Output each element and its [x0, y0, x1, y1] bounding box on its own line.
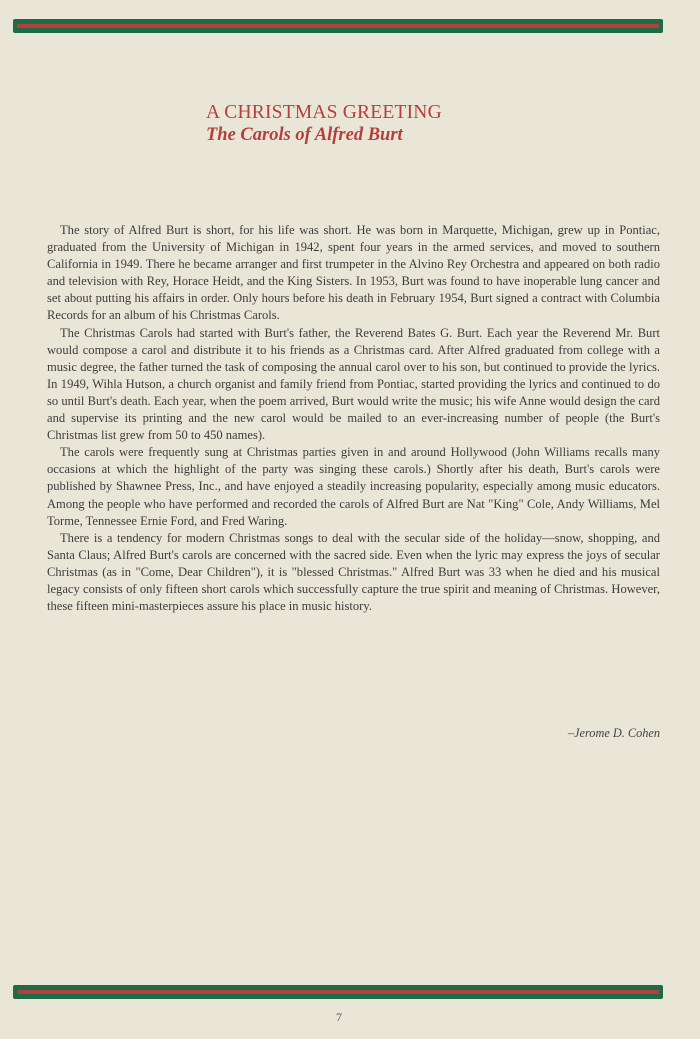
top-decorative-band [13, 19, 663, 33]
page-subtitle: The Carols of Alfred Burt [206, 125, 403, 145]
title-block [206, 101, 536, 147]
page-title: A CHRISTMAS GREETING [206, 102, 442, 123]
article-body [47, 222, 660, 615]
paragraph: The Christmas Carols had started with Burt's father, the Reverend Bates G. Burt. Each year the Reverend Mr. Burt would compose a carol and distribute it to his friends as a Christmas card. After Alfred graduated from college with a music degree, the father turned the task of composing the annual carol over to his son, but continued to provide the lyrics. In 1949, Wihla Hutson, a church organist and family friend from Pontiac, started providing the lyrics and continued to do so until Burt's death. Each year, when the poem arrived, Burt would write the music; his wife Anne would design the card and supervise its printing and the new carol would be mailed to an ever-increasing number of people (the Burt's Christmas list grew from 50 to 450 names). [47, 325, 660, 443]
page-number: 7 [336, 1010, 342, 1024]
author-signature: –Jerome D. Cohen [567, 726, 660, 740]
paragraph: There is a tendency for modern Christmas songs to deal with the secular side of the holiday—snow, shopping, and Santa Claus; Alfred Burt's carols are concerned with the sacred side. Even when the lyric may express the joys of secular Christmas (as in "Come, Dear Children"), it is "blessed Christmas." Alfred Burt was 33 when he died and his musical legacy consists of only fifteen short carols which successfully capture the true spirit and meaning of Christmas. However, these fifteen mini-masterpieces assure his place in music history. [47, 530, 660, 614]
bottom-decorative-band [13, 985, 663, 999]
paragraph: The story of Alfred Burt is short, for his life was short. He was born in Marquette, Michigan, grew up in Pontiac, graduated from the University of Michigan in 1942, spent four years in the armed services, and moved to southern California in 1949. There he became arranger and first trumpeter in the Alvino Rey Orchestra and appeared on both radio and television with Rey, Horace Heidt, and the King Sisters. In 1953, Burt was found to have inoperable lung cancer and set about putting his affairs in order. Only hours before his death in February 1954, Burt signed a contract with Columbia Records for an album of his Christmas Carols. [47, 223, 660, 323]
paragraph: The carols were frequently sung at Christmas parties given in and around Hollywood (John Williams recalls many occasions at which the highlight of the party was singing these carols.) Shortly after his death, Burt's carols were published by Shawnee Press, Inc., and have enjoyed a steadily increasing popularity, especially among music educators. Among the people who have performed and recorded the carols of Alfred Burt are Nat "King" Cole, Andy Williams, Mel Torme, Tennessee Ernie Ford, and Fred Waring. [47, 445, 660, 528]
